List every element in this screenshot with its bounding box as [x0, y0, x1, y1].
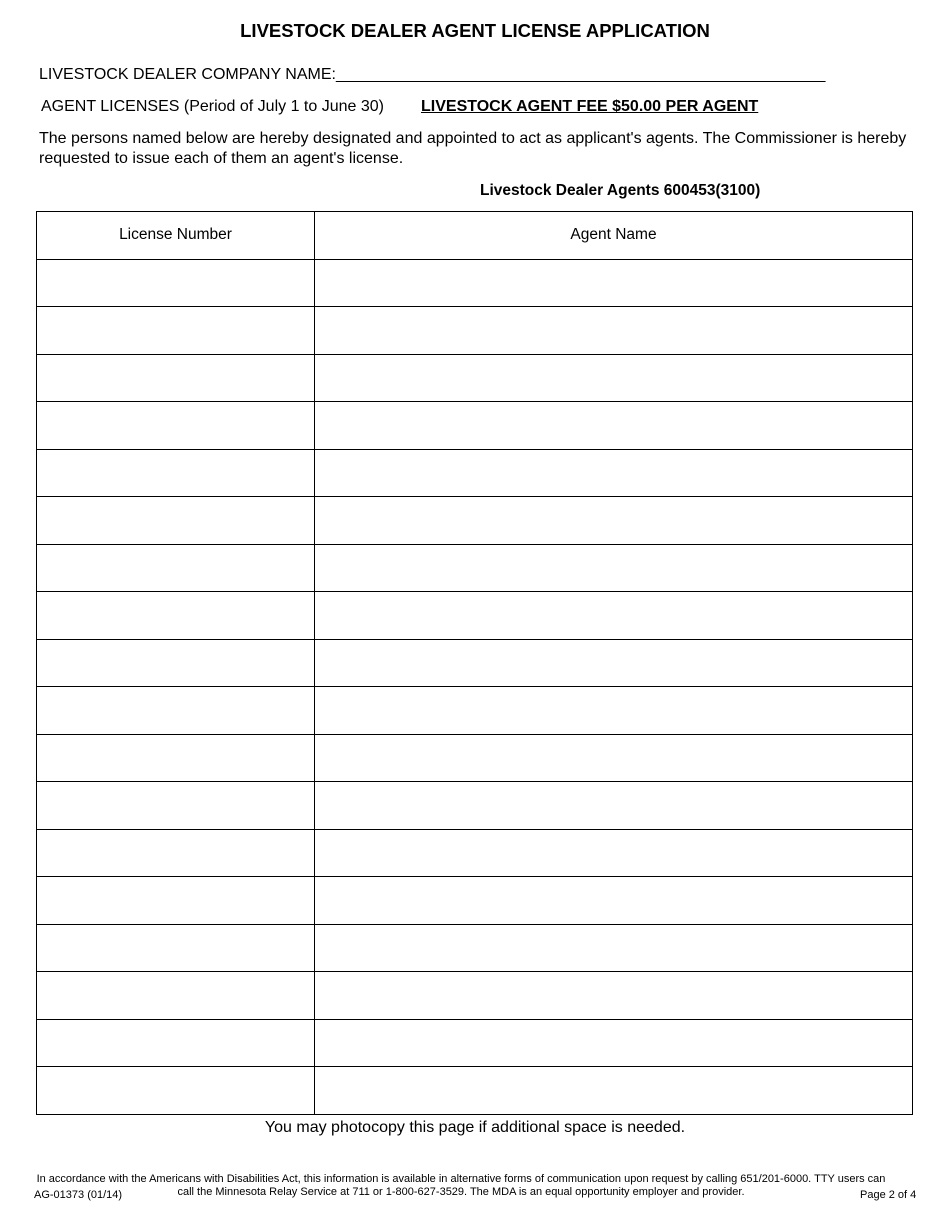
- table-heading: Livestock Dealer Agents 600453(3100): [480, 182, 761, 199]
- agent-name-cell[interactable]: [315, 877, 913, 925]
- table-row: [37, 402, 913, 450]
- license-number-cell[interactable]: [37, 782, 315, 830]
- license-number-cell[interactable]: [37, 259, 315, 307]
- agent-name-cell[interactable]: [315, 402, 913, 450]
- table-row: [37, 259, 913, 307]
- agent-name-cell[interactable]: [315, 544, 913, 592]
- photocopy-note: You may photocopy this page if additional space is needed.: [264, 1119, 686, 1136]
- table-row: [37, 877, 913, 925]
- table-row: [37, 782, 913, 830]
- page-title: LIVESTOCK DEALER AGENT LICENSE APPLICATION: [240, 20, 710, 41]
- license-number-cell[interactable]: [37, 639, 315, 687]
- agent-name-cell[interactable]: [315, 307, 913, 355]
- license-number-cell[interactable]: [37, 972, 315, 1020]
- intro-paragraph: The persons named below are hereby designated and appointed to act as applicant's agents. The Commissioner is hereby requested to issue each of them an agent's license.: [39, 130, 907, 167]
- license-number-cell[interactable]: [37, 354, 315, 402]
- agent-name-cell[interactable]: [315, 829, 913, 877]
- license-number-cell[interactable]: [37, 497, 315, 545]
- table-row: [37, 307, 913, 355]
- agent-name-cell[interactable]: [315, 924, 913, 972]
- agent-name-cell[interactable]: [315, 639, 913, 687]
- table-row: [37, 592, 913, 640]
- license-number-cell[interactable]: [37, 544, 315, 592]
- agent-name-cell[interactable]: [315, 497, 913, 545]
- column-header-agent-name: Agent Name: [315, 212, 913, 260]
- table-row: [37, 639, 913, 687]
- table-row: [37, 687, 913, 735]
- table-row: [37, 924, 913, 972]
- agent-name-cell[interactable]: [315, 354, 913, 402]
- agent-name-cell[interactable]: [315, 972, 913, 1020]
- table-row: [37, 734, 913, 782]
- agent-name-cell[interactable]: [315, 592, 913, 640]
- agent-name-cell[interactable]: [315, 687, 913, 735]
- company-name-line: [39, 66, 825, 84]
- agent-name-cell[interactable]: [315, 1019, 913, 1067]
- company-name-field[interactable]: _______________________________________________________: [335, 66, 826, 83]
- table-row: [37, 544, 913, 592]
- table-row: [37, 497, 913, 545]
- agent-name-cell[interactable]: [315, 449, 913, 497]
- agent-licenses-period: AGENT LICENSES (Period of July 1 to June 30): [41, 98, 384, 115]
- agent-name-cell[interactable]: [315, 734, 913, 782]
- license-number-cell[interactable]: [37, 734, 315, 782]
- license-number-cell[interactable]: [37, 687, 315, 735]
- agent-name-cell[interactable]: [315, 1067, 913, 1115]
- company-name-label: LIVESTOCK DEALER COMPANY NAME:: [39, 66, 336, 83]
- license-number-cell[interactable]: [37, 449, 315, 497]
- table-row: [37, 829, 913, 877]
- table-row: [37, 1019, 913, 1067]
- license-number-cell[interactable]: [37, 592, 315, 640]
- license-number-cell[interactable]: [37, 829, 315, 877]
- form-number: AG-01373 (01/14): [34, 1189, 123, 1201]
- table-row: [37, 449, 913, 497]
- agents-table: [36, 211, 913, 1115]
- license-number-cell[interactable]: [37, 924, 315, 972]
- license-number-cell[interactable]: [37, 1019, 315, 1067]
- table-row: [37, 1067, 913, 1115]
- table-row: [37, 354, 913, 402]
- page-number: Page 2 of 4: [860, 1189, 917, 1201]
- license-number-cell[interactable]: [37, 877, 315, 925]
- table-header-row: [37, 212, 913, 260]
- agent-name-cell[interactable]: [315, 259, 913, 307]
- column-header-license-number: License Number: [37, 212, 315, 260]
- ada-notice: In accordance with the Americans with Disabilities Act, this information is available in alternative forms of communication upon request by calling 651/201-6000. TTY users can call the Minnesota Relay Service at 711 or 1-800-627-3529. The MDA is an equal opportunity employer and provider.: [36, 1173, 886, 1198]
- agents-table-body: [37, 259, 913, 1114]
- license-number-cell[interactable]: [37, 1067, 315, 1115]
- license-number-cell[interactable]: [37, 307, 315, 355]
- license-number-cell[interactable]: [37, 402, 315, 450]
- table-row: [37, 972, 913, 1020]
- agent-name-cell[interactable]: [315, 782, 913, 830]
- agent-fee-notice: LIVESTOCK AGENT FEE $50.00 PER AGENT: [421, 98, 759, 115]
